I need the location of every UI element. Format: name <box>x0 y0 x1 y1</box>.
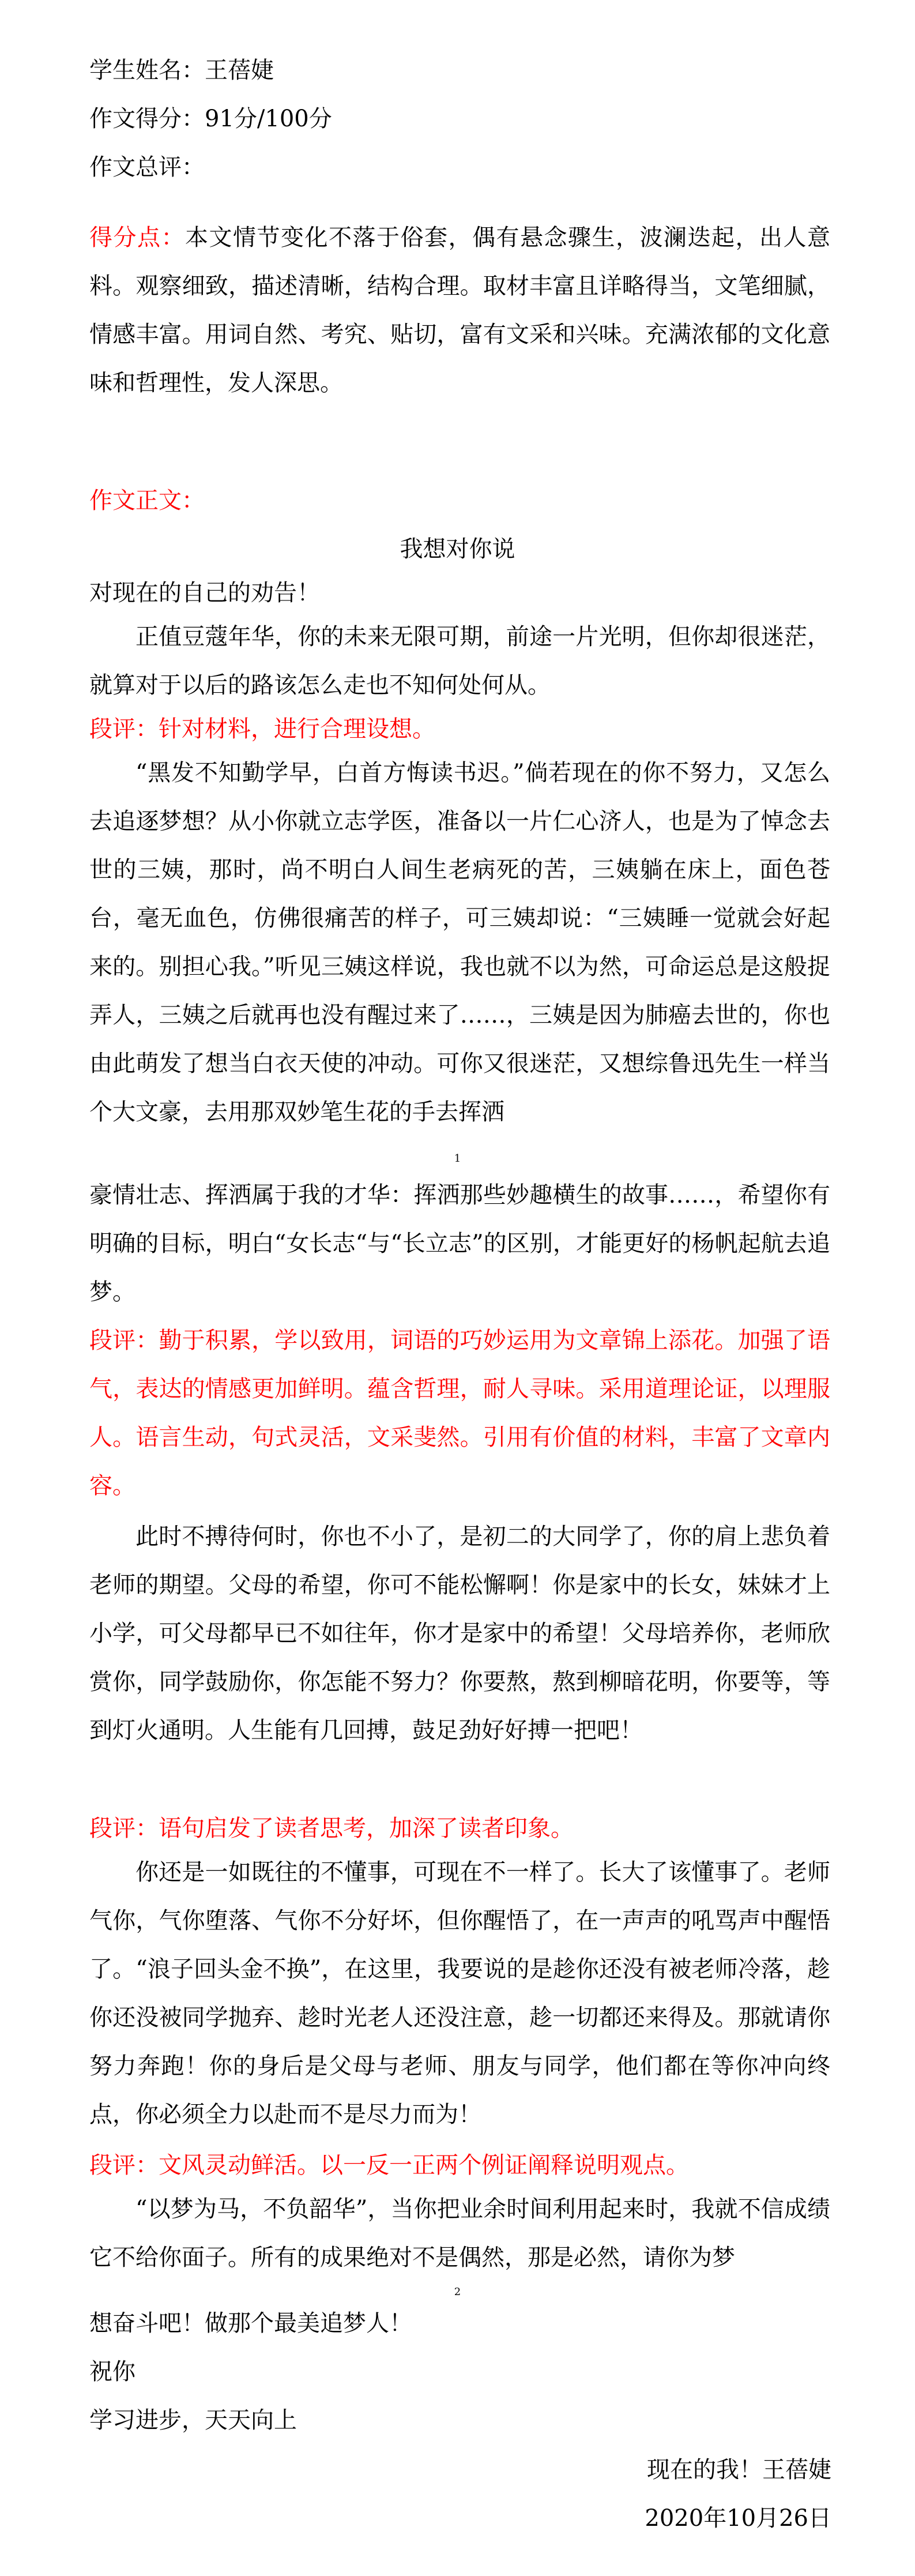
overall-review-label: 得分点： <box>89 224 185 251</box>
essay-paragraph-2a: “黑发不知勤学早，白首方悔读书迟。”倘若现在的你不努力，又怎么去追逐梦想？从小你就立志学医，准备以一片仁心济人，也是为了悼念去世的三姨，那时，尚不明白人间生老病死的苦，三姨躺在床上，面色苍台，毫无血色，仿佛很痛苦的样子，可三姨却说：“三姨睡一觉就会好起来的。别担心我。”听见三姨这样说，我也就不以为然，可命运总是这般捉弄人，三姨之后就再也没有醒过来了……，三姨是因为肺癌去世的，你也由此萌发了想当白衣天使的冲动。可你又很迷茫，又想综鲁迅先生一样当个大文豪，去用那双妙笔生花的手去挥洒 <box>89 760 830 1125</box>
signature: 现在的我！王蓓婕 <box>647 2457 831 2483</box>
review-heading: 作文总评： <box>89 154 205 181</box>
paragraph-comment-3: 段评：语句启发了读者思考，加深了读者印象。 <box>89 1815 574 1842</box>
essay-paragraph-5a: “以梦为马，不负韶华”，当你把业余时间利用起来时，我就不信成绩它不给你面子。所有的成果绝对不是偶然，那是必然，请你为梦 <box>89 2196 830 2271</box>
essay-paragraph-3: 此时不搏待何时，你也不小了，是初二的大同学了，你的肩上悲负着老师的期望。父母的希望，你可不能松懈啊！你是家中的长女，妹妹才上小学，可父母都早已不如往年，你才是家中的希望！父母培养你，老师欣赏你，同学鼓励你，你怎能不努力？你要熬，熬到柳暗花明，你要等，等到灯火通明。人生能有几回搏，鼓足劲好好搏一把吧！ <box>89 1523 830 1744</box>
essay-title: 我想对你说 <box>400 536 515 562</box>
page-number-1: 1 <box>454 1152 461 1165</box>
paragraph-comment-2: 段评：勤于积累，学以致用，词语的巧妙运用为文章锦上添花。加强了语气，表达的情感更加鲜明。蕴含哲理，耐人寻味。采用道理论证，以理服人。语言生动，句式灵活，文采斐然。引用有价值的材料，丰富了文章内容。 <box>89 1327 830 1499</box>
essay-paragraph-5b: 想奋斗吧！做那个最美追梦人！ <box>89 2310 412 2337</box>
overall-review <box>89 213 830 407</box>
score-label: 作文得分： <box>89 106 205 132</box>
name-value: 王蓓婕 <box>205 57 274 84</box>
closing-blessing: 学习进步，天天向上 <box>89 2407 297 2434</box>
score-line <box>89 102 332 136</box>
closing-wish: 祝你 <box>89 2359 135 2385</box>
essay-paragraph-4: 你还是一如既往的不懂事，可现在不一样了。长大了该懂事了。老师气你，气你堕落、气你不分好坏，但你醒悟了，在一声声的吼骂声中醒悟了。“浪子回头金不换”，在这里，我要说的是趁你还没有被老师冷落，趁你还没被同学抛弃、趁时光老人还没注意，趁一切都还来得及。那就请你努力奔跑！你的身后是父母与老师、朋友与同学，他们都在等你冲向终点，你必须全力以赴而不是尽力而为！ <box>89 1859 830 2128</box>
essay-paragraph-2b: 豪情壮志、挥洒属于我的才华：挥洒那些妙趣横生的故事……，希望你有明确的目标，明白“女长志“与“长立志”的区别，才能更好的杨帆起航去追梦。 <box>89 1182 830 1305</box>
paragraph-comment-4: 段评：文风灵动鲜活。以一反一正两个例证阐释说明观点。 <box>89 2152 689 2179</box>
page-number-2: 2 <box>454 2286 461 2298</box>
date: 2020年10月26日 <box>645 2505 831 2532</box>
paragraph-comment-1: 段评：针对材料，进行合理设想。 <box>89 716 435 742</box>
essay-salutation: 对现在的自己的劝告！ <box>89 580 320 606</box>
essay-section-label: 作文正文： <box>89 487 205 514</box>
score-value: 91分/100分 <box>205 106 332 132</box>
essay-paragraph-1: 正值豆蔻年华，你的未来无限可期，前途一片光明，但你却很迷茫，就算对于以后的路该怎么走也不知何处何从。 <box>89 624 830 699</box>
name-label: 学生姓名： <box>89 57 205 84</box>
overall-review-text: 本文情节变化不落于俗套，偶有悬念骤生，波澜迭起，出人意料。观察细致，描述清晰，结构合理。取材丰富且详略得当，文笔细腻，情感丰富。用词自然、考究、贴切，富有文采和兴味。充满浓郁的文化意味和哲理性，发人深思。 <box>89 224 830 396</box>
student-name-line <box>89 53 274 88</box>
